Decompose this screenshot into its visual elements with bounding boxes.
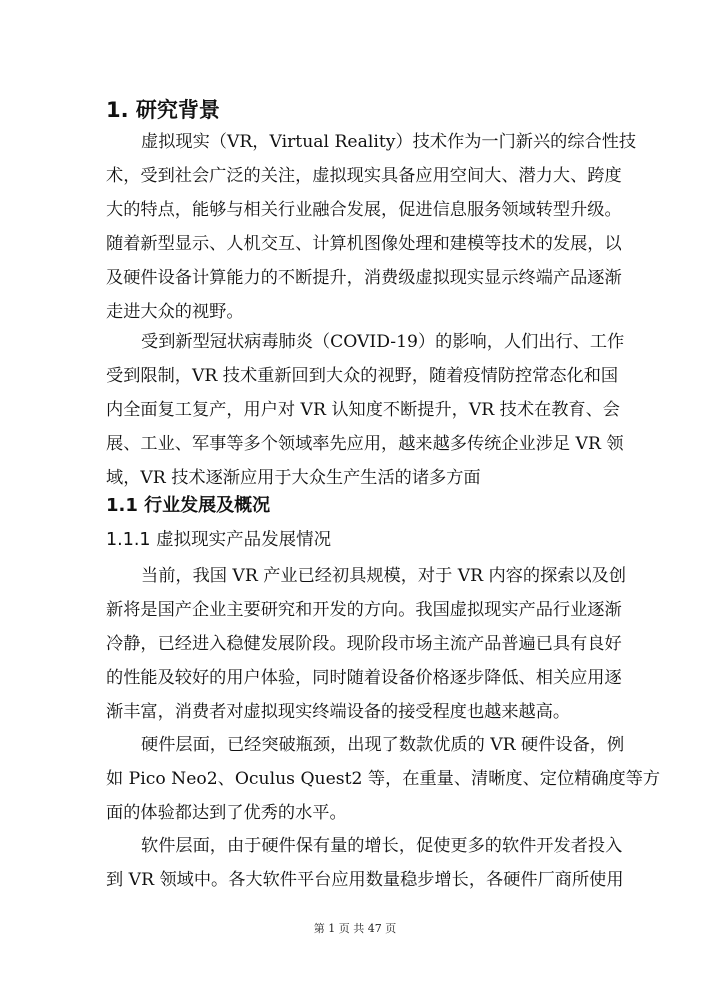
paragraph-line: 域，VR 技术逐渐应用于大众生产生活的诸多方面	[106, 468, 481, 488]
paragraph-line: 到 VR 领域中。各大软件平台应用数量稳步增长，各硬件厂商所使用	[106, 870, 624, 890]
paragraph-line: 随着新型显示、人机交互、计算机图像处理和建模等技术的发展，以	[106, 234, 622, 254]
paragraph-line: 面的体验都达到了优秀的水平。	[106, 803, 347, 823]
paragraph-line: 展、工业、军事等多个领域率先应用，越来越多传统企业涉足 VR 领	[106, 434, 624, 454]
page-number-footer: 第 1 页 共 47 页	[313, 922, 397, 935]
section-title: 1. 研究背景	[106, 98, 220, 122]
paragraph-line: 虚拟现实（VR，Virtual Reality）技术作为一门新兴的综合性技	[141, 132, 637, 152]
subsubsection-title: 1.1.1 虚拟现实产品发展情况	[106, 530, 332, 550]
paragraph-line: 硬件层面，已经突破瓶颈，出现了数款优质的 VR 硬件设备，例	[141, 735, 625, 755]
paragraph-line: 术，受到社会广泛的关注，虚拟现实具备应用空间大、潜力大、跨度	[106, 166, 622, 186]
subsection-title: 1.1 行业发展及概况	[106, 495, 271, 516]
paragraph-line: 大的特点，能够与相关行业融合发展，促进信息服务领域转型升级。	[106, 200, 622, 220]
paragraph-line: 及硬件设备计算能力的不断提升，消费级虚拟现实显示终端产品逐渐	[106, 268, 622, 288]
paragraph-line: 的性能及较好的用户体验，同时随着设备价格逐步降低、相关应用逐	[106, 668, 622, 688]
paragraph-line: 渐丰富，消费者对虚拟现实终端设备的接受程度也越来越高。	[106, 702, 571, 722]
paragraph-line: 受到新型冠状病毒肺炎（COVID-19）的影响，人们出行、工作	[141, 332, 625, 352]
paragraph-line: 软件层面，由于硬件保有量的增长，促使更多的软件开发者投入	[141, 836, 623, 856]
paragraph-line: 如 Pico Neo2、Oculus Quest2 等，在重量、清晰度、定位精确度等方	[106, 769, 661, 789]
paragraph-line: 走进大众的视野。	[106, 302, 244, 322]
paragraph-line: 新将是国产企业主要研究和开发的方向。我国虚拟现实产品行业逐渐	[106, 600, 622, 620]
paragraph-line: 内全面复工复产，用户对 VR 认知度不断提升，VR 技术在教育、会	[106, 400, 620, 420]
paragraph-line: 当前，我国 VR 产业已经初具规模，对于 VR 内容的探索以及创	[141, 566, 627, 586]
paragraph-line: 受到限制，VR 技术重新回到大众的视野，随着疫情防控常态化和国	[106, 366, 619, 386]
paragraph-line: 冷静，已经进入稳健发展阶段。现阶段市场主流产品普遍已具有良好	[106, 634, 622, 654]
